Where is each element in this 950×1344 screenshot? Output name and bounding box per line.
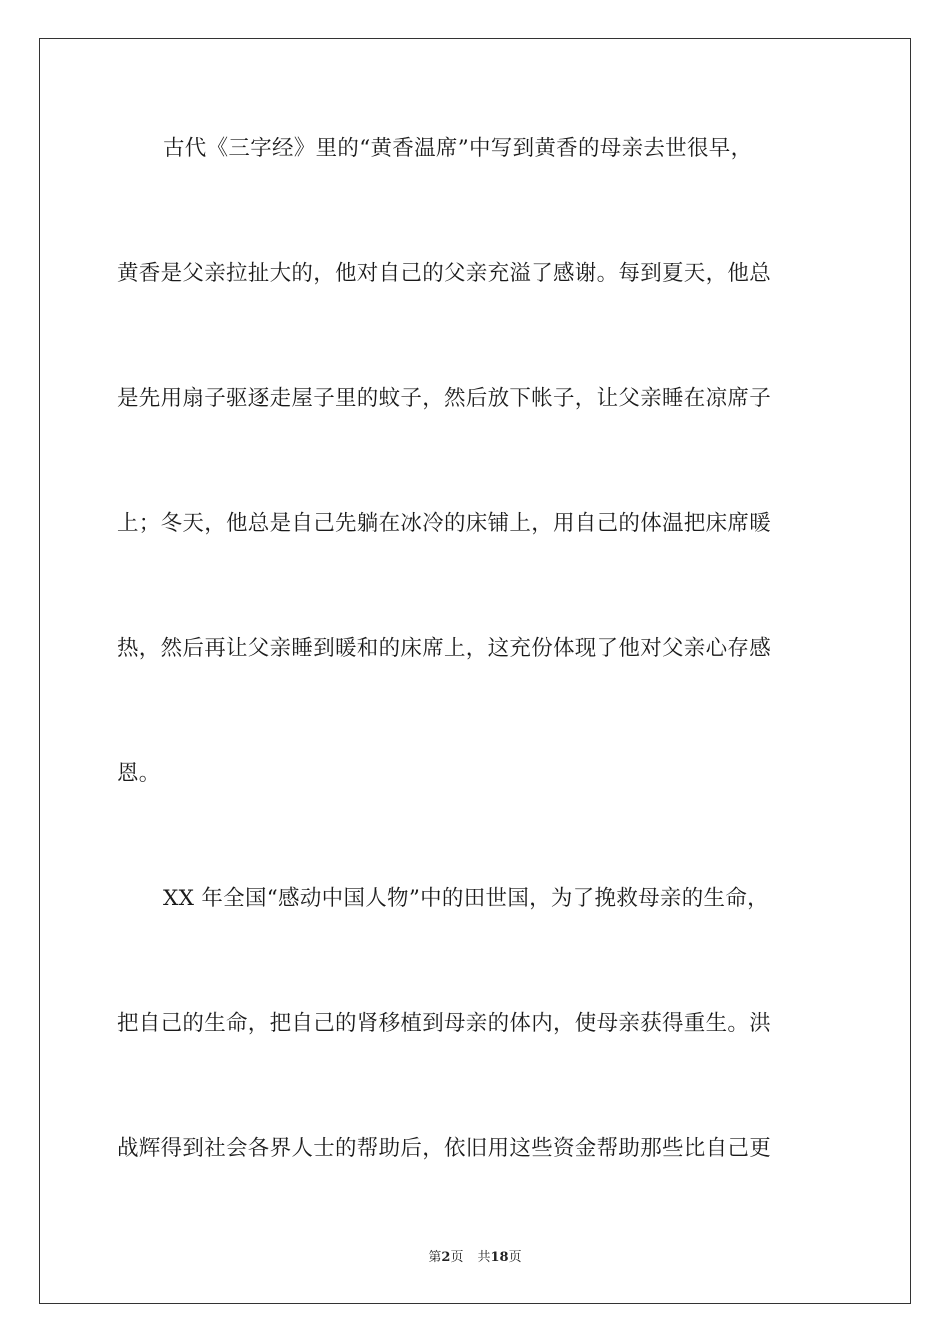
paragraph-line: XX 年全国“感动中国人物”中的田世国，为了挽救母亲的生命，	[163, 886, 769, 911]
paragraph-line: 是先用扇子驱逐走屋子里的蚊子，然后放下帐子，让父亲睡在凉席子	[117, 386, 772, 411]
page-prefix: 第	[428, 1250, 442, 1265]
page-footer	[0, 1246, 950, 1265]
total-pages: 18	[490, 1250, 509, 1265]
paragraph-line: 黄香是父亲拉扯大的，他对自己的父亲充溢了感谢。每到夏天，他总	[117, 261, 772, 286]
paragraph-line: 古代《三字经》里的“黄香温席”中写到黄香的母亲去世很早，	[163, 136, 753, 161]
total-prefix: 共	[477, 1250, 491, 1265]
total-suffix: 页	[508, 1250, 522, 1265]
paragraph-line: 上；冬天，他总是自己先躺在冰冷的床铺上，用自己的体温把床席暖	[117, 511, 772, 536]
page-number: 2	[441, 1250, 451, 1265]
paragraph-line: 恩。	[117, 761, 161, 786]
paragraph-line: 战辉得到社会各界人士的帮助后，依旧用这些资金帮助那些比自己更	[117, 1136, 772, 1161]
page-suffix: 页	[450, 1250, 464, 1265]
page-border	[39, 38, 911, 1304]
paragraph-line: 热，然后再让父亲睡到暖和的床席上，这充份体现了他对父亲心存感	[117, 636, 772, 661]
paragraph-line: 把自己的生命，把自己的肾移植到母亲的体内，使母亲获得重生。洪	[117, 1011, 772, 1036]
